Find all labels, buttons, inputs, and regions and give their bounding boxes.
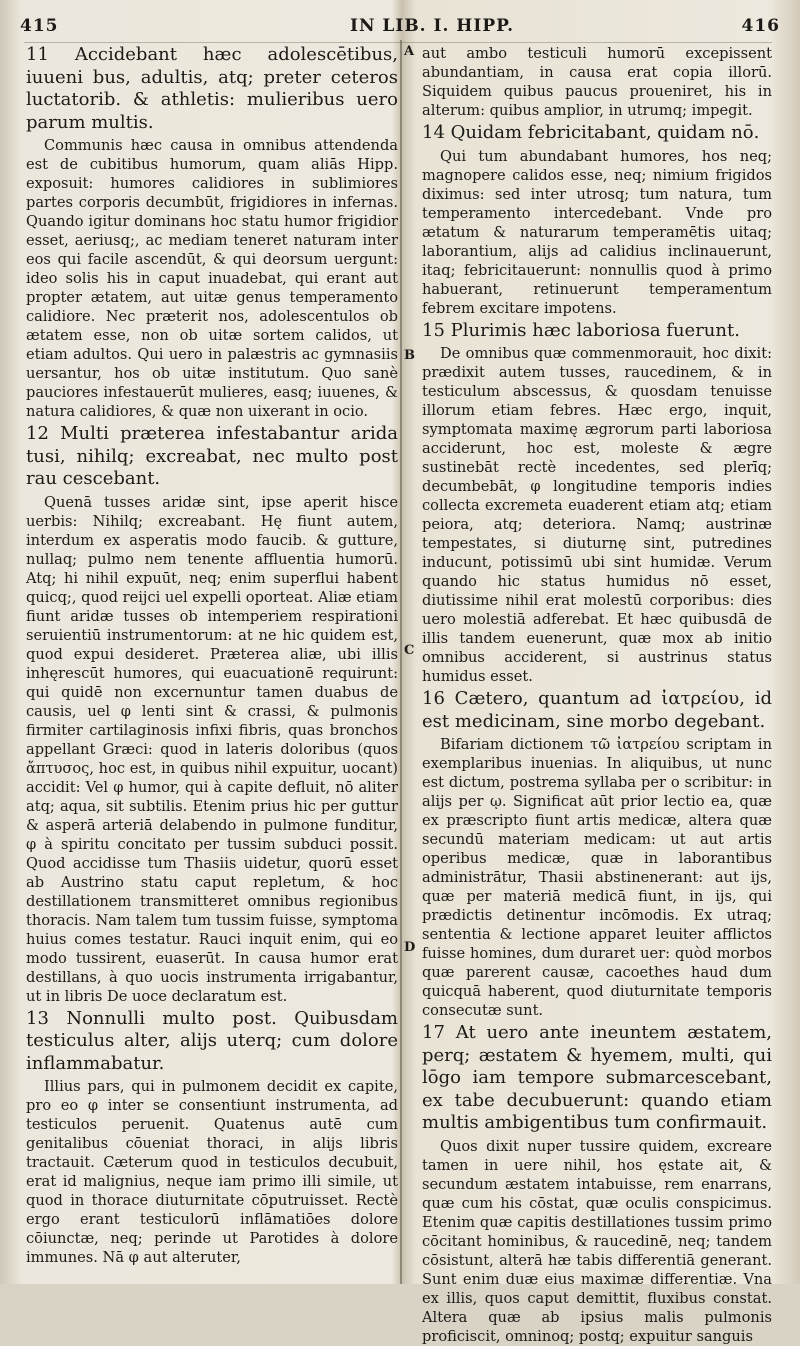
gutter-divider xyxy=(400,40,402,1284)
margin-letter-b: B xyxy=(404,348,415,363)
aphorism-paragraph: 17 At uero ante ineuntem æstatem, perq; æstatem & hyemem, multi, qui lōgo iam tempore submarcescebant, ex tabe decubuerunt: quando etiam multis ambigentibus tum confirmauit. xyxy=(422,1022,772,1133)
commentary-paragraph: Quenā tusses aridæ sint, ipse aperit hisce uerbis: Nihilq; excreabant. Hę fiunt autem, interdum ex asperatis modo faucib. & gutture, nullaq; pulmo nem tenente affluentia humorū. Atq; hi nihil expuūt, neq; enim superflui habent quicq;, quod reijci uel expelli oporteat. Aliæ etiam fiunt aridæ tusses ob intemperiem respirationi seruientiū instrumentorum: at ne hic quidem est, quod expui desideret. Præterea aliæ, ubi illis inhęrescūt humores, qui euacuationē requirunt: qui quidē non excernuntur tamen duabus de causis, uel φ lenti sint & crassi, & pulmonis firmiter cartilaginosis infixi fibris, quas bronchos appellant Græci: quod in lateris doloribus (quos ἄπτυσος, hoc est, in quibus nihil expuitur, uocant) accidit: Vel φ humor, qui à capite defluit, nō aliter atq; aqua, sit subtilis. Etenim prius hic per guttur & asperā arteriā delabendo in pulmone funditur, φ à spiritu concitato per tussim subduci possit. Quod accidisse tum Thasiis uidetur, quorū esset ab Austrino statu caput repletum, & hoc destillationem transmitteret omnibus regionibus thoracis. Nam talem tum tussim fuisse, symptoma huius comes testatur. Rauci inquit enim, qui eo modo tussirent, euaserūt. In causa humor erat destillans, à quo uocis instrumenta irrigabantur, ut in libris De uoce declaratum est. xyxy=(26,493,398,1005)
commentary-paragraph: aut ambo testiculi humorū excepissent abundantiam, in causa erat copia illorū. Siquidem quibus paucus proueniret, his in alterum: quibus amplior, in utrumq; impegit. xyxy=(422,45,772,119)
page-number-left: 415 xyxy=(20,16,59,36)
margin-letter-a: A xyxy=(404,44,415,59)
aphorism-paragraph: 13 Nonnulli multo post. Quibusdam testiculus alter, alijs uterq; cum dolore inflammabatur. xyxy=(26,1007,398,1074)
aphorism-paragraph: 16 Cætero, quantum ad ἰατρείου, id est medicinam, sine morbo degebant. xyxy=(422,688,772,732)
commentary-paragraph: Qui tum abundabant humores, hos neq; magnopere calidos esse, neq; nimium frigidos diximus: sed inter utrosq; tum natura, tum temperamento intercedebant. Vnde pro ætatum & naturarum temperamētis uitaq; laborantium, alijs ad calidius inclinauerunt, itaq; febricitauerunt: nonnullis quod à primo habuerant, retinuerunt temperamentum febrem excitare impotens. xyxy=(422,147,772,317)
left-column xyxy=(26,44,398,1274)
page-number-right: 416 xyxy=(741,16,780,36)
right-column xyxy=(422,44,772,1345)
aphorism-paragraph: 15 Plurimis hæc laboriosa fuerunt. xyxy=(422,319,740,341)
aphorism-paragraph: 12 Multi præterea infestabantur arida tusi, nihilq; excreabat, nec multo post rau cescebant. xyxy=(26,423,398,489)
running-title: IN LIB. I. HIPP. xyxy=(350,16,514,36)
margin-letter-d: D xyxy=(404,940,416,955)
commentary-paragraph: Communis hæc causa in omnibus attendenda est de cubitibus humorum, quam aliās Hipp. exposuit: humores calidiores in sublimiores partes corporis decumbūt, frigidiores in infernas. Quando igitur dominans hoc statu humor frigidior esset, aeriusq;, ac mediam teneret naturam inter eos qui facile ascendūt, & qui deorsum uergunt: ideo solis his in caput inuadebat, qui erant aut propter ætatem, aut uitæ genus temperamento calidiore. Nec præterit nos, adolescentulos ob ætatem esse, non ob uitæ sortem calidos, ut etiam adultos. Qui uero in palæstris ac gymnasiis uersantur, hos ob uitæ institutum. Quo sanè pauciores infestauerūt mulieres, easq; iuuenes, & natura calidiores, & quæ non uixerant in ocio. xyxy=(26,137,398,420)
margin-letter-c: C xyxy=(404,643,415,658)
aphorism-paragraph: 14 Quidam febricitabant, quidam nō. xyxy=(422,122,760,143)
commentary-paragraph: De omnibus quæ commenmorauit, hoc dixit: prædixit autem tusses, raucedinem, & in testiculum abscessus, & quosdam tenuisse illorum etiam febres. Hæc ergo, inquit, symptomata maximę ægrorum parti laboriosa acciderunt, hoc est, moleste & ægre sustinebāt rectè incedentes, sed plerīq; decumbebāt, φ longitudine temporis indies collecta excremeta euaderent etiam atq; etiam peiora, atq; deteriora. Namq; austrinæ tempestates, si diuturnę sint, putredines inducunt, potissimū ubi sint humidæ. Verum quando hic status humidus nō esset, diutissime nihil erat molestū corporibus: dies uero molestiā adferebat. Et hæc quibusdā de illis tandem euenerunt, quæ mox ab initio omnibus acciderent, si austrinus status humidus esset. xyxy=(422,345,772,685)
commentary-paragraph: Quos dixit nuper tussire quidem, excreare tamen in uere nihil, hos ęstate ait, & secundum æstatem intabuisse, rem enarrans, quæ cum his cōstat, quæ oculis conspicimus. Etenim quæ capitis destillationes tussim primo cōcitant hominibus, & raucedinē, neq; tandem cōsistunt, alterā hæ tabis differentiā generant. Sunt enim duæ eius maximæ differentiæ. Vna ex illis, quos caput demittit, fluxibus constat. Altera quæ ab ipsius malis pulmonis proficiscit, omninoq; postq; expuitur sanguis xyxy=(422,1137,772,1345)
aphorism-paragraph: 11 Accidebant hæc adolescētibus, iuueni bus, adultis, atq; preter ceteros luctatorib. & athletis: mulieribus uero parum multis. xyxy=(26,44,398,133)
commentary-paragraph: Bifariam dictionem τῶ ἰατρείου scriptam in exemplaribus inuenias. In aliquibus, ut nunc est dictum, postrema syllaba per ο scribitur: in alijs per ῳ. Significat aūt prior lectio ea, quæ ex præscripto fiunt artis medicæ, altera quæ secundū materiam medicam: ut aut artis operibus medicæ, quæ in laborantibus administrātur, Thasii abstinenerant: aut ijs, quæ per materiā medicā fiunt, in ijs, qui prædictis detinentur incōmodis. Ex utraq; sententia & lectione apparet leuiter afflictos fuisse homines, dum duraret uer: quòd morbos quæ parerent causæ, cacoethes haud dum quicquā haberent, quod diuturnitate temporis consecutæ sunt. xyxy=(422,736,772,1019)
header-rule xyxy=(24,42,772,43)
commentary-paragraph: Illius pars, qui in pulmonem decidit ex capite, pro eo φ inter se consentiunt instrumenta, ad testiculos peruenit. Quatenus autē cum genitalibus cōueniat thoraci, in alijs libris tractauit. Cæterum quod in testiculos decubuit, erat id malignius, neque iam primo illi simile, ut quod in thorace diuturnitate cōputruisset. Rectè ergo erant testiculorū inflāmatiōes dolore cōiunctæ, neq; perinde ut Parotides à dolore immunes. Nā φ aut alteruter, xyxy=(26,1078,398,1266)
